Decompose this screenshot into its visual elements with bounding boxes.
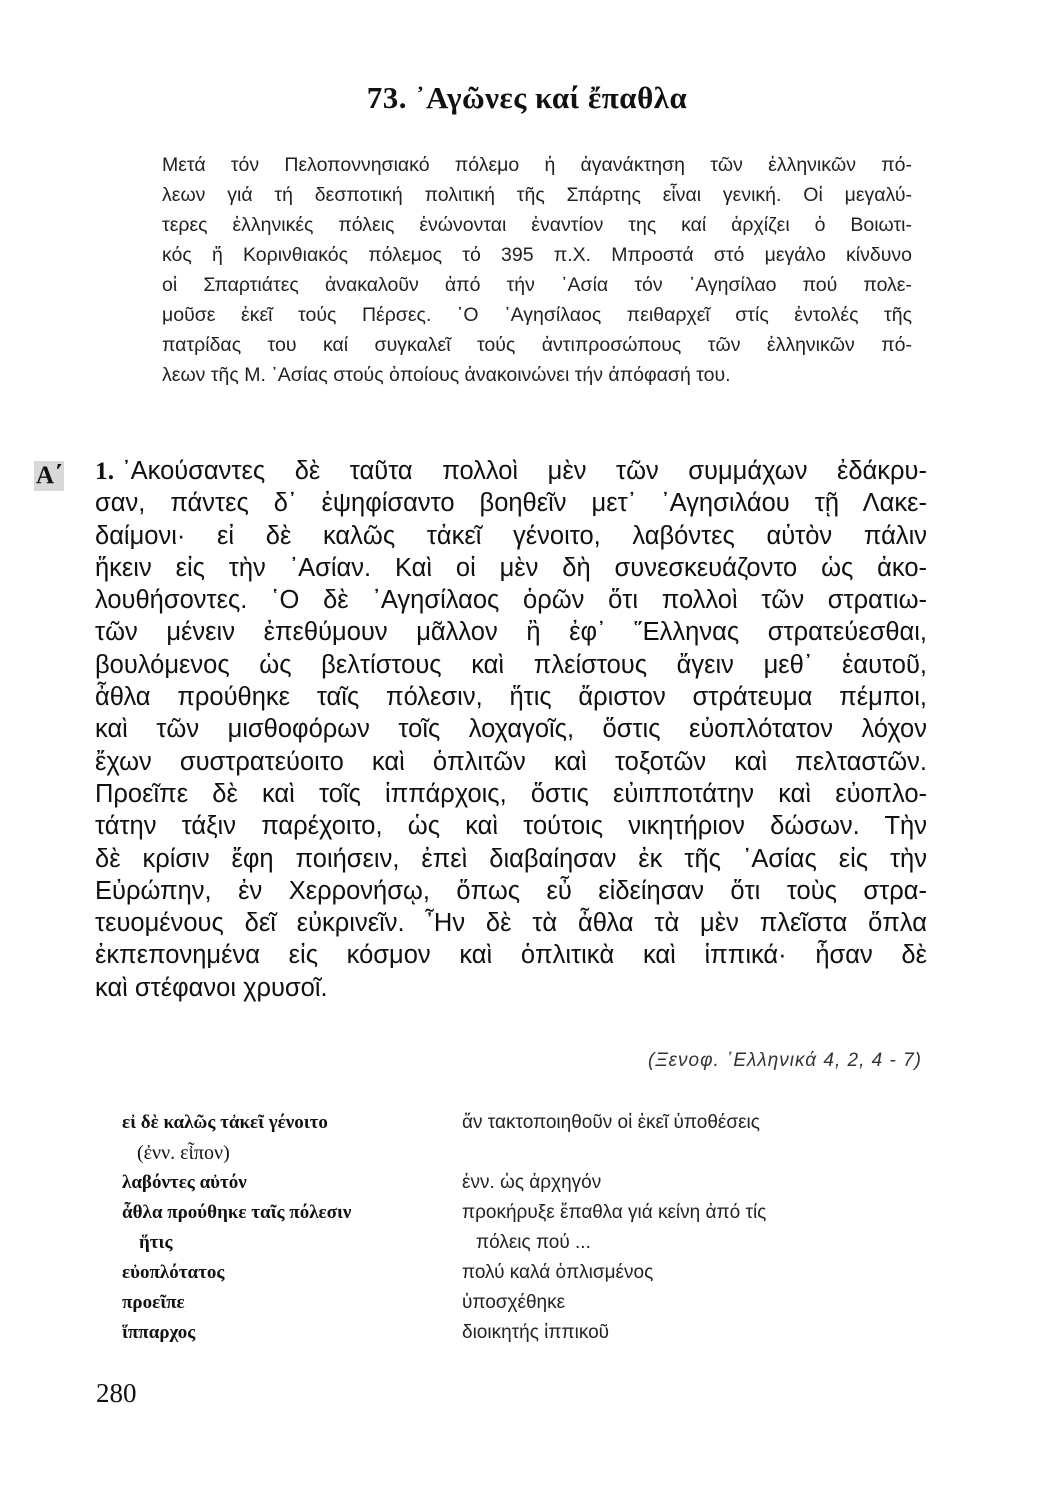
glossary-definition: διοικητής ἱππικοῦ [462,1322,610,1343]
passage-line: Προεῖπε δὲ καὶ τοῖς ἱππάρχοις, ὅστις εὐιπποτάτην καὶ εὐοπλο- [95,779,927,808]
passage-line [95,455,927,487]
intro-line: μοῦσε ἐκεῖ τούς Πέρσες. ῾Ο ᾿Αγησίλαος πειθαρχεῖ στίς ἐντολές τῆς [162,304,912,326]
passage-line: τάτην τάξιν παρέχοιτο, ὡς καὶ τούτοις νικητήριον δώσων. Τὴν [95,812,927,841]
passage-line: καὶ τῶν μισθοφόρων τοῖς λοχαγοῖς, ὅστις εὐοπλότατον λόχον [95,715,927,744]
passage-line: ἔχων συστρατεύοιτο καὶ ὁπλιτῶν καὶ τοξοτῶν καὶ πελταστῶν. [95,747,927,776]
glossary-definition: ἐνν. ὡς ἀρχηγόν [462,1172,602,1193]
glossary-term: εἰ δὲ καλῶς τἀκεῖ γένοιτο [122,1112,328,1133]
passage-line: δὲ κρίσιν ἔφη ποιήσειν, ἐπεὶ διαβαίησαν ἐκ τῆς ᾿Ασίας εἰς τὴν [95,844,927,873]
passage-line: τῶν μένειν ἐπεθύμουν μᾶλλον ἢ ἐφ᾿ ῞Ελληνας στρατεύεσθαι, [95,618,927,647]
page-number: 280 [96,1378,137,1408]
glossary-term: ἵππαρχος [122,1322,196,1343]
glossary-term: λαβόντες αὐτόν [122,1172,247,1193]
glossary-definition: πόλεις πού ... [476,1232,591,1253]
chapter-title: 73. ᾿Αγῶνες καί ἔπαθλα [366,80,688,115]
passage-line: βουλόμενος ὡς βελτίστους καὶ πλείστους ἄγειν μεθ᾿ ἑαυτοῦ, [95,650,927,679]
passage-line: ἐκπεπονημένα εἰς κόσμον καὶ ὁπλιτικὰ καὶ ἱππικά· ἦσαν δὲ [95,941,927,970]
glossary-definition: πολύ καλά ὁπλισμένος [462,1262,654,1283]
glossary-definition: ἄν τακτοποιηθοῦν οἱ ἐκεῖ ὑποθέσεις [462,1112,760,1133]
intro-line: οἱ Σπαρτιάτες ἀνακαλοῦν ἀπό τήν ᾿Ασία τόν ᾿Αγησίλαο πού πολε- [162,274,912,296]
intro-line: λεων γιά τή δεσποτική πολιτική τῆς Σπάρτης εἶναι γενική. Οἱ μεγαλύ- [162,184,912,206]
glossary-definition: προκήρυξε ἔπαθλα γιά κείνη ἀπό τίς [462,1202,767,1223]
greek-passage [95,455,927,1004]
intro-line: πατρίδας του καί συγκαλεῖ τούς ἀντιπροσώπους τῶν ἑλληνικῶν πό- [162,334,912,356]
passage-line: καὶ στέφανοι χρυσοῖ. [95,973,328,1002]
glossary-term: εὐοπλότατος [122,1262,225,1283]
passage-line-text: ᾿Ακούσαντες δὲ ταῦτα πολλοὶ μὲν τῶν συμμάχων ἐδάκρυ- [122,457,927,485]
glossary-term: ἥτις [139,1232,173,1253]
glossary-definition: ὑποσχέθηκε [462,1292,566,1313]
glossary-term: ἆθλα προύθηκε ταῖς πόλεσιν [122,1202,352,1223]
intro-paragraph [162,150,912,390]
intro-line: Μετά τόν Πελοποννησιακό πόλεμο ἡ ἀγανάκτηση τῶν ἑλληνικῶν πό- [162,154,912,176]
source-citation: (Ξενοφ. ῾Ελληνικά 4, 2, 4 - 7) [648,1050,922,1071]
passage-line: σαν, πάντες δ᾿ ἐψηφίσαντο βοηθεῖν μετ᾿ ᾿Αγησιλάου τῇ Λακε- [95,489,927,518]
intro-line: λεων τῆς Μ. ᾿Ασίας στούς ὁποίους ἀνακοινώνει τήν ἀπόφασή του. [162,364,731,386]
passage-line: Εὐρώπην, ἐν Χερρονήσῳ, ὅπως εὖ εἰδείησαν ὅτι τοὺς στρα- [95,876,927,905]
passage-line: ἥκειν εἰς τὴν ᾿Ασίαν. Καὶ οἱ μὲν δὴ συνεσκευάζοντο ὡς ἀκο- [95,553,927,582]
passage-line: τευομένους δεῖ εὐκρινεῖν. ῏Ην δὲ τὰ ἆθλα τὰ μὲν πλεῖστα ὅπλα [95,909,927,938]
intro-line: κός ἤ Κορινθιακός πόλεμος τό 395 π.Χ. Μπροστά στό μεγάλο κίνδυνο [162,244,912,266]
passage-line: δαίμονι· εἰ δὲ καλῶς τἀκεῖ γένοιτο, λαβόντες αὐτὸν πάλιν [95,521,927,550]
section-marker: Α΄ [36,462,63,489]
passage-line: ἆθλα προύθηκε ταῖς πόλεσιν, ἥτις ἄριστον στράτευμα πέμποι, [95,683,927,712]
intro-line: τερες ἑλληνικές πόλεις ἑνώνονται ἐναντίον της καί ἀρχίζει ὁ Βοιωτι- [162,214,912,236]
passage-number: 1. [95,456,115,485]
glossary-term-note: (ἐνν. εἶπον) [137,1142,230,1164]
passage-line: λουθήσοντες. ῾Ο δὲ ᾿Αγησίλαος ὁρῶν ὅτι πολλοὶ τῶν στρατιω- [95,586,927,615]
glossary-term: προεῖπε [122,1292,185,1313]
